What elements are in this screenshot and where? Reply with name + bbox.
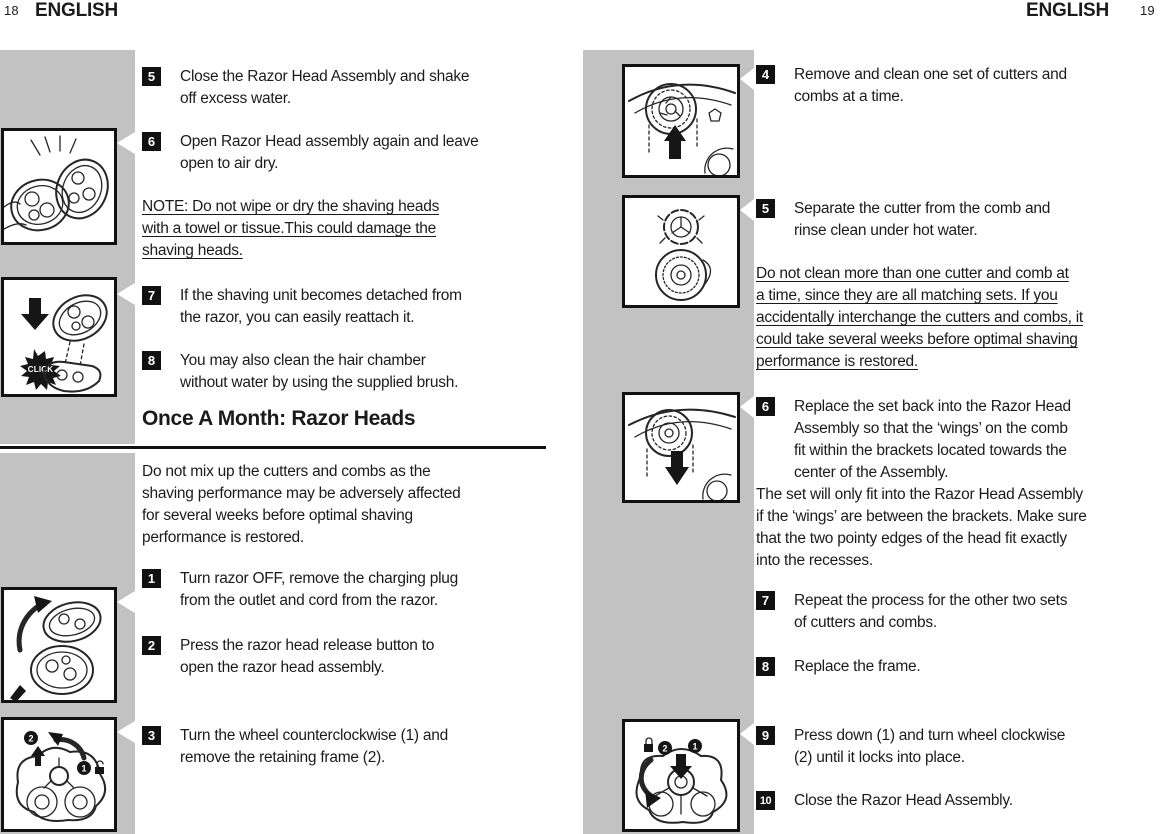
lock-icon bbox=[644, 744, 653, 752]
step-text-line: Press the razor head release button to bbox=[180, 637, 435, 654]
section-heading-rule bbox=[0, 446, 546, 449]
click-label: CLICK bbox=[27, 365, 54, 374]
step-2 bbox=[142, 635, 434, 679]
step-text-line: without water by using the supplied brush. bbox=[180, 374, 459, 391]
step-text-line: Close the Razor Head Assembly. bbox=[794, 792, 1013, 809]
step-8 bbox=[142, 350, 458, 394]
svg-text:2: 2 bbox=[28, 733, 34, 744]
step-text-line: open to air dry. bbox=[180, 155, 279, 172]
step-text-line: Turn the wheel counterclockwise (1) and bbox=[180, 727, 448, 744]
step-4 bbox=[756, 64, 1067, 108]
figure-lock-wheel-cw bbox=[622, 719, 740, 832]
release-button-arrow-icon bbox=[10, 685, 26, 700]
step-number-badge: 6 bbox=[142, 132, 161, 151]
step-number-badge: 9 bbox=[756, 726, 775, 745]
callout-notch bbox=[740, 199, 754, 221]
svg-text:1: 1 bbox=[692, 741, 698, 752]
step-text-line: Open Razor Head assembly again and leave bbox=[180, 133, 479, 150]
step-number-badge: 3 bbox=[142, 726, 161, 745]
step-text-line: Assembly so that the ‘wings’ on the comb bbox=[794, 420, 1068, 437]
turn-wheel-ccw-illustration bbox=[4, 720, 114, 829]
step-3 bbox=[142, 725, 448, 769]
step-text-line: You may also clean the hair chamber bbox=[180, 352, 426, 369]
step-5 bbox=[142, 66, 469, 110]
step-10 bbox=[756, 790, 1013, 812]
step-5-right bbox=[756, 198, 1050, 242]
shake-off-water-illustration bbox=[4, 131, 114, 242]
page-header-title-right: ENGLISH bbox=[1026, 0, 1110, 21]
intro-paragraph: Do not mix up the cutters and combs as the shaving performance may be adversely affected for several weeks before optimal shaving performance is restored. bbox=[142, 463, 461, 546]
reattach-click-illustration bbox=[4, 280, 114, 394]
step-number-badge: 5 bbox=[756, 199, 775, 218]
callout-notch bbox=[117, 132, 135, 154]
step-number-badge: 2 bbox=[142, 636, 161, 655]
down-arrow-icon bbox=[21, 298, 49, 330]
step-text-line: If the shaving unit becomes detached from bbox=[180, 287, 462, 304]
down-arrow-icon bbox=[670, 754, 692, 779]
step-1 bbox=[142, 568, 458, 612]
step-text-line: Close the Razor Head Assembly and shake bbox=[180, 68, 470, 85]
page-header-title-left: ENGLISH bbox=[35, 0, 119, 21]
callout-notch bbox=[740, 723, 754, 745]
step-text-line: combs at a time. bbox=[794, 88, 904, 105]
step-text-line: (2) until it locks into place. bbox=[794, 749, 965, 766]
step-7-right bbox=[756, 590, 1067, 634]
step-7 bbox=[142, 285, 462, 329]
step-number-badge: 7 bbox=[756, 591, 775, 610]
step-number-badge: 8 bbox=[142, 351, 161, 370]
remove-cutter-set-illustration bbox=[625, 67, 737, 175]
callout-notch bbox=[117, 283, 135, 305]
page-number-left: 18 bbox=[4, 3, 19, 18]
step-text-line: open the razor head assembly. bbox=[180, 659, 385, 676]
figure-replace-cutter-set bbox=[622, 392, 740, 503]
figure-shake-off-water bbox=[1, 128, 117, 245]
up-arrow-icon bbox=[31, 746, 45, 766]
figure-remove-cutter-set bbox=[622, 64, 740, 178]
step-text-line: rinse clean under hot water. bbox=[794, 222, 978, 239]
step-9 bbox=[756, 725, 1065, 769]
step-text-line: from the outlet and cord from the razor. bbox=[180, 592, 438, 609]
callout-notch bbox=[117, 721, 135, 743]
step-text-line: fit within the brackets located towards the bbox=[794, 442, 1067, 459]
step-text-line: center of the Assembly. bbox=[794, 464, 949, 481]
step-6-right bbox=[756, 396, 1071, 484]
step-text-line: Press down (1) and turn wheel clockwise bbox=[794, 727, 1066, 744]
callout-notch bbox=[117, 591, 135, 613]
step-text-line: remove the retaining frame (2). bbox=[180, 749, 386, 766]
fit-note-paragraph: The set will only fit into the Razor Head Assembly if the ‘wings’ are between the brackets. Make sure that the two pointy edges of the head fit exactly into the recesses. bbox=[756, 486, 1087, 569]
svg-text:2: 2 bbox=[662, 743, 668, 754]
step-number-badge: 6 bbox=[756, 397, 775, 416]
figure-cutter-comb-separated bbox=[622, 195, 740, 308]
lock-wheel-cw-illustration bbox=[625, 722, 737, 829]
step-text-line: of cutters and combs. bbox=[794, 614, 937, 631]
step-number-badge: 8 bbox=[756, 657, 775, 676]
page-number-right: 19 bbox=[1140, 3, 1155, 18]
callout-notch bbox=[740, 396, 754, 418]
step-text-line: the razor, you can easily reattach it. bbox=[180, 309, 415, 326]
step-text-line: Separate the cutter from the comb and bbox=[794, 200, 1051, 217]
step-text-line: Remove and clean one set of cutters and bbox=[794, 66, 1067, 83]
step-number-badge: 5 bbox=[142, 67, 161, 86]
step-number-badge: 4 bbox=[756, 65, 775, 84]
unlock-icon bbox=[95, 767, 104, 774]
figure-reattach-click bbox=[1, 277, 117, 397]
warning-paragraph: Do not clean more than one cutter and comb at a time, since they are all matching sets. If you accidentally interchange the cutters and combs, it could take several weeks before optimal shaving performance is restored. bbox=[756, 265, 1083, 370]
open-razor-head-illustration bbox=[4, 590, 114, 700]
step-text-line: Turn razor OFF, remove the charging plug bbox=[180, 570, 459, 587]
figure-turn-wheel-ccw bbox=[1, 717, 117, 832]
section-heading: Once A Month: Razor Heads bbox=[142, 407, 416, 430]
replace-cutter-set-illustration bbox=[625, 395, 737, 500]
note-paragraph: NOTE: Do not wipe or dry the shaving heads with a towel or tissue.This could damage the shaving heads. bbox=[142, 198, 440, 259]
figure-open-razor-head bbox=[1, 587, 117, 703]
step-number-badge: 10 bbox=[756, 791, 775, 810]
step-8-right bbox=[756, 656, 920, 678]
step-number-badge: 7 bbox=[142, 286, 161, 305]
svg-text:1: 1 bbox=[81, 763, 87, 774]
cutter-comb-separated-illustration bbox=[625, 198, 737, 305]
step-text-line: Replace the set back into the Razor Head bbox=[794, 398, 1071, 415]
callout-notch bbox=[740, 68, 754, 90]
step-text-line: Replace the frame. bbox=[794, 658, 921, 675]
step-text-line: off excess water. bbox=[180, 90, 291, 107]
step-text-line: Repeat the process for the other two sets bbox=[794, 592, 1068, 609]
step-6 bbox=[142, 131, 478, 175]
step-number-badge: 1 bbox=[142, 569, 161, 588]
